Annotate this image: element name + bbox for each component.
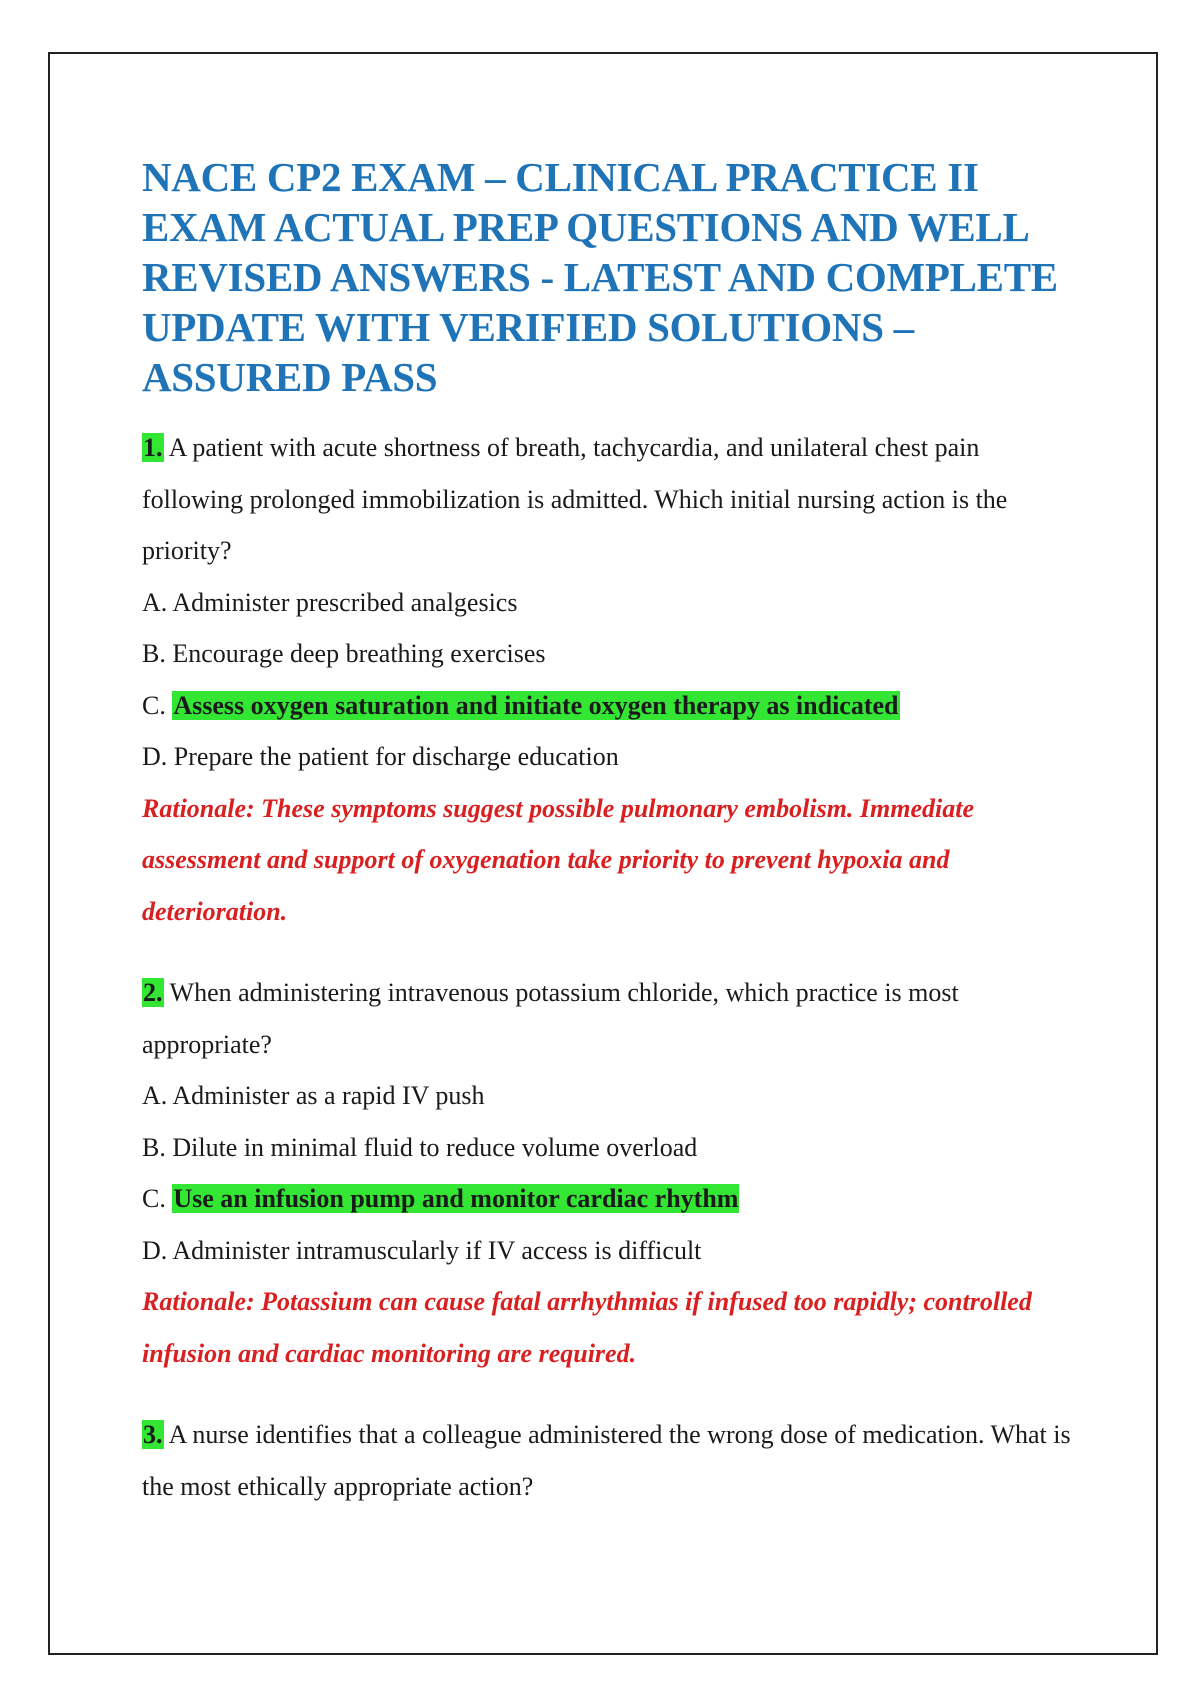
question-text: A patient with acute shortness of breath, tachycardia, and unilateral chest pain following prolonged immobilization is admitted. Which initial nursing action is the priority?	[142, 433, 1008, 565]
option-letter: D.	[142, 742, 168, 771]
option-letter: D.	[142, 1235, 168, 1265]
option-b	[142, 628, 1072, 680]
option-letter: C.	[142, 1184, 166, 1213]
option-c-correct	[142, 680, 1072, 732]
option-letter: A.	[142, 587, 168, 617]
option-text: Administer as a rapid IV push	[172, 1081, 485, 1110]
document-content	[142, 152, 1072, 1512]
question-3	[142, 1409, 1072, 1512]
correct-answer-text: Assess oxygen saturation and initiate oxygen therapy as indicated	[173, 690, 899, 720]
option-c-correct	[142, 1173, 1072, 1225]
option-a	[142, 1070, 1072, 1122]
question-stem	[142, 422, 1072, 577]
question-2	[142, 967, 1072, 1379]
option-letter: B.	[142, 639, 166, 668]
question-stem	[142, 967, 1072, 1070]
question-number: 1.	[143, 433, 163, 462]
option-text: Prepare the patient for discharge education	[173, 742, 619, 771]
question-number: 2.	[143, 978, 163, 1007]
option-b	[142, 1122, 1072, 1174]
option-text: Administer prescribed analgesics	[172, 587, 518, 617]
option-text: Administer intramuscularly if IV access is difficult	[172, 1235, 702, 1265]
question-text: A nurse identifies that a colleague administered the wrong dose of medication. What is the most ethically appropriate action?	[142, 1420, 1071, 1501]
option-letter: C.	[142, 690, 166, 720]
option-a	[142, 577, 1072, 629]
question-text: When administering intravenous potassium chloride, which practice is most appropriate?	[142, 978, 959, 1059]
option-letter: B.	[142, 1132, 166, 1162]
option-text: Encourage deep breathing exercises	[172, 639, 546, 668]
option-text: Dilute in minimal fluid to reduce volume overload	[172, 1132, 698, 1162]
document-title: NACE CP2 EXAM – CLINICAL PRACTICE II EXAM ACTUAL PREP QUESTIONS AND WELL REVISED ANSWERS - LATEST AND COMPLETE UPDATE WITH VERIFIED SOLUTIONS – ASSURED PASS	[142, 154, 1058, 400]
option-d	[142, 731, 1072, 783]
question-1	[142, 422, 1072, 937]
correct-answer-text: Use an infusion pump and monitor cardiac rhythm	[173, 1184, 739, 1213]
question-stem	[142, 1409, 1072, 1512]
rationale: Rationale: These symptoms suggest possible pulmonary embolism. Immediate assessment and support of oxygenation take priority to prevent hypoxia and deterioration.	[142, 793, 975, 926]
option-letter: A.	[142, 1081, 168, 1110]
question-number: 3.	[143, 1420, 163, 1449]
rationale: Rationale: Potassium can cause fatal arrhythmias if infused too rapidly; controlled infusion and cardiac monitoring are required.	[142, 1287, 1032, 1368]
option-d	[142, 1225, 1072, 1277]
